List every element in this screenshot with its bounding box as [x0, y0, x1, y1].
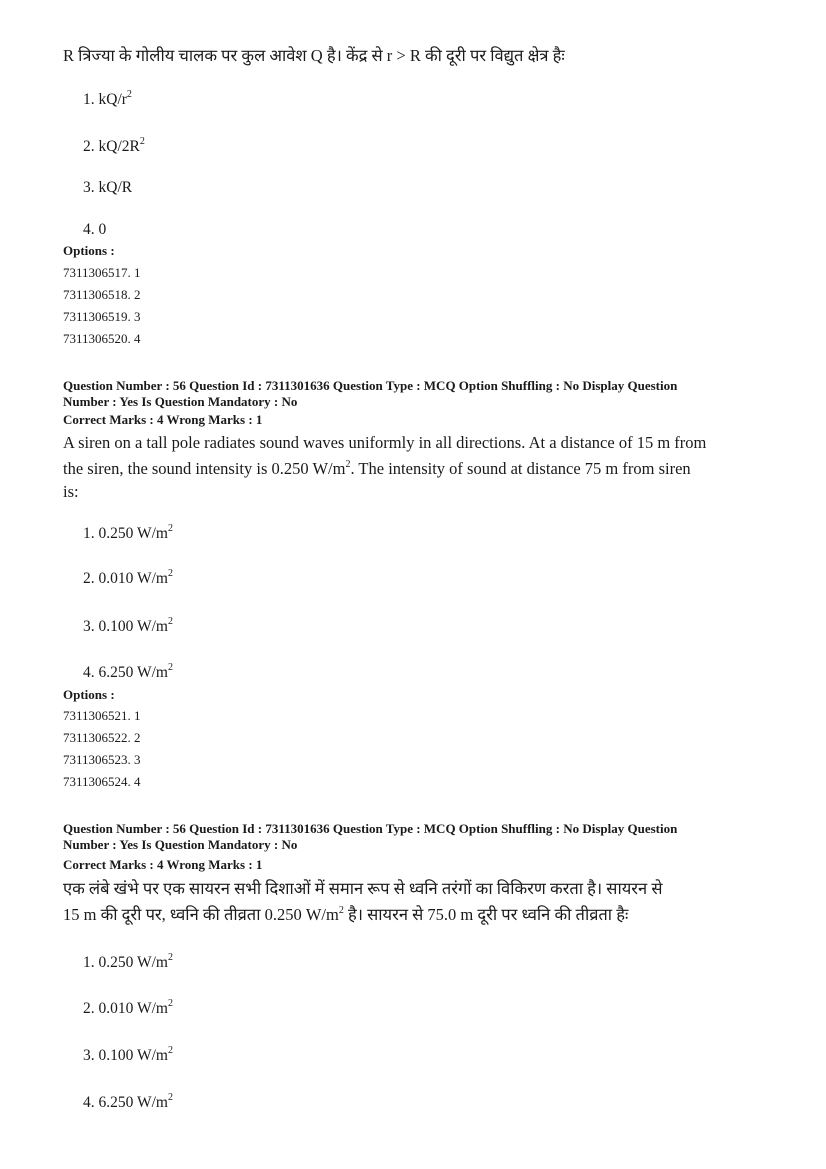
question-3-meta-line-2: Number : Yes Is Question Mandatory : No: [63, 837, 298, 852]
question-2-text-line-2: the siren, the sound intensity is 0.250 $W/m^2$. The intensity of sound at distance 75 m from siren: [63, 459, 691, 478]
question-1-text: R त्रिज्या के गोलीय चालक पर कुल आवेश Q है। केंद्र से r > R की दूरी पर विद्युत क्षेत्र हैः: [63, 46, 565, 65]
question-2-option-id: 7311306522. 2: [63, 730, 141, 745]
question-2-option-2: 2. 0.010 $W/m^2$: [83, 568, 173, 587]
question-1-options-label: Options :: [63, 243, 115, 258]
question-2-meta-line-2: Number : Yes Is Question Mandatory : No: [63, 394, 298, 409]
question-1-option-id: 7311306520. 4: [63, 331, 141, 346]
question-1-option-1: 1. $kQ/r^2$: [83, 89, 132, 108]
question-2-option-id: 7311306524. 4: [63, 774, 141, 789]
question-1-option-id: 7311306519. 3: [63, 309, 141, 324]
question-2-text-line-1: A siren on a tall pole radiates sound waves uniformly in all directions. At a distance of 15 m from: [63, 433, 707, 452]
question-3-option-4: 4. 6.250 $W/m^2$: [83, 1092, 173, 1111]
question-1-option-id: 7311306517. 1: [63, 265, 141, 280]
question-2-option-3: 3. 0.100 $W/m^2$: [83, 616, 173, 635]
question-3-meta-line-1: Question Number : 56 Question Id : 7311301636 Question Type : MCQ Option Shuffling : No Display Question: [63, 821, 678, 836]
question-2-meta-line-1: Question Number : 56 Question Id : 7311301636 Question Type : MCQ Option Shuffling : No Display Question: [63, 378, 678, 393]
question-3-text-line-1: एक लंबे खंभे पर एक सायरन सभी दिशाओं में समान रूप से ध्वनि तरंगों का विकिरण करता है। सायरन से: [63, 879, 663, 898]
question-2-option-4: 4. 6.250 $W/m^2$: [83, 662, 173, 681]
question-1-option-4: 4. 0: [83, 221, 107, 238]
question-2-marks: Correct Marks : 4 Wrong Marks : 1: [63, 412, 263, 427]
question-2-option-1: 1. 0.250 $W/m^2$: [83, 523, 173, 542]
question-3-option-1: 1. 0.250 $W/m^2$: [83, 952, 173, 971]
question-3-text-line-2: 15 m की दूरी पर, ध्वनि की तीव्रता 0.250 $W/m^2$ है। सायरन से 75.0 m दूरी पर ध्वनि की तीव्रता हैः: [63, 905, 629, 924]
question-3-marks: Correct Marks : 4 Wrong Marks : 1: [63, 857, 263, 872]
question-3-option-2: 2. 0.010 $W/m^2$: [83, 998, 173, 1017]
question-2-option-id: 7311306521. 1: [63, 708, 141, 723]
question-1-option-id: 7311306518. 2: [63, 287, 141, 302]
question-1-option-2: 2. $kQ/2R^2$: [83, 136, 145, 155]
question-2-option-id: 7311306523. 3: [63, 752, 141, 767]
question-2-text-line-3: is:: [63, 482, 79, 501]
question-2-options-label: Options :: [63, 687, 115, 702]
question-1-option-3: 3. kQ/R: [83, 179, 133, 196]
question-3-option-3: 3. 0.100 $W/m^2$: [83, 1045, 173, 1064]
